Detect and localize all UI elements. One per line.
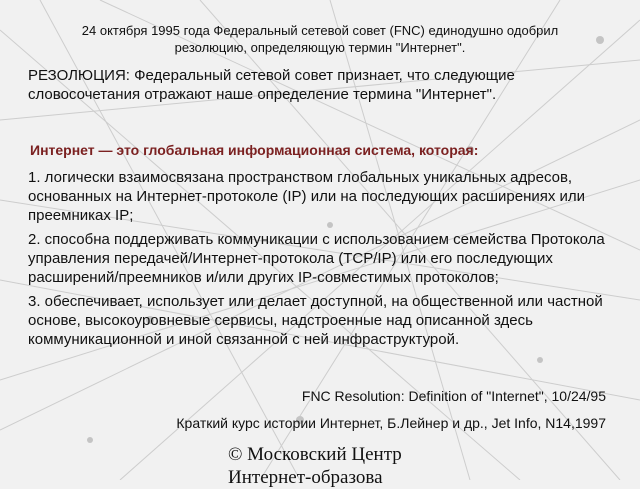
definition-item-3: 3. обеспечивает, использует или делает доступной, на общественной или частной основе, высокоуровневые сервисы, надстроенные над описанной здесь коммуникационной и иной связанной с ней инфраструктурой. [28, 293, 603, 348]
copyright-line-1: © Московский Центр [228, 444, 402, 465]
definition-list [28, 168, 624, 354]
definition-heading: Интернет — это глобальная информационная система, которая: [30, 142, 479, 158]
intro-line-1: 24 октября 1995 года Федеральный сетевой совет (FNC) единодушно одобрил [81, 23, 559, 38]
intro-line-2: резолюцию, определяющую термин "Интернет". [174, 40, 466, 55]
source-fnc-resolution: FNC Resolution: Definition of "Internet", 10/24/95 [301, 388, 606, 404]
copyright-footer [228, 443, 468, 489]
source-course: Краткий курс истории Интернет, Б.Лейнер и др., Jet Info, N14,1997 [176, 415, 606, 431]
resolution-paragraph: РЕЗОЛЮЦИЯ: Федеральный сетевой совет признает, что следующие словосочетания отражают наше определение термина "Интернет". [28, 67, 515, 103]
intro-paragraph [40, 22, 600, 56]
definition-item-2: 2. способна поддерживать коммуникации с использованием семейства Протокола управления передачей/Интернет-протокола (TCP/IP) или его последующих расширений/преемников и/или других IP-совместимых протоколов; [28, 231, 605, 286]
definition-item-1: 1. логически взаимосвязана пространством глобальных уникальных адресов, основанных на Интернет-протоколе (IP) или на последующих расширениях или преемниках IP; [28, 169, 586, 224]
copyright-line-2: Интернет-образова [228, 467, 383, 488]
